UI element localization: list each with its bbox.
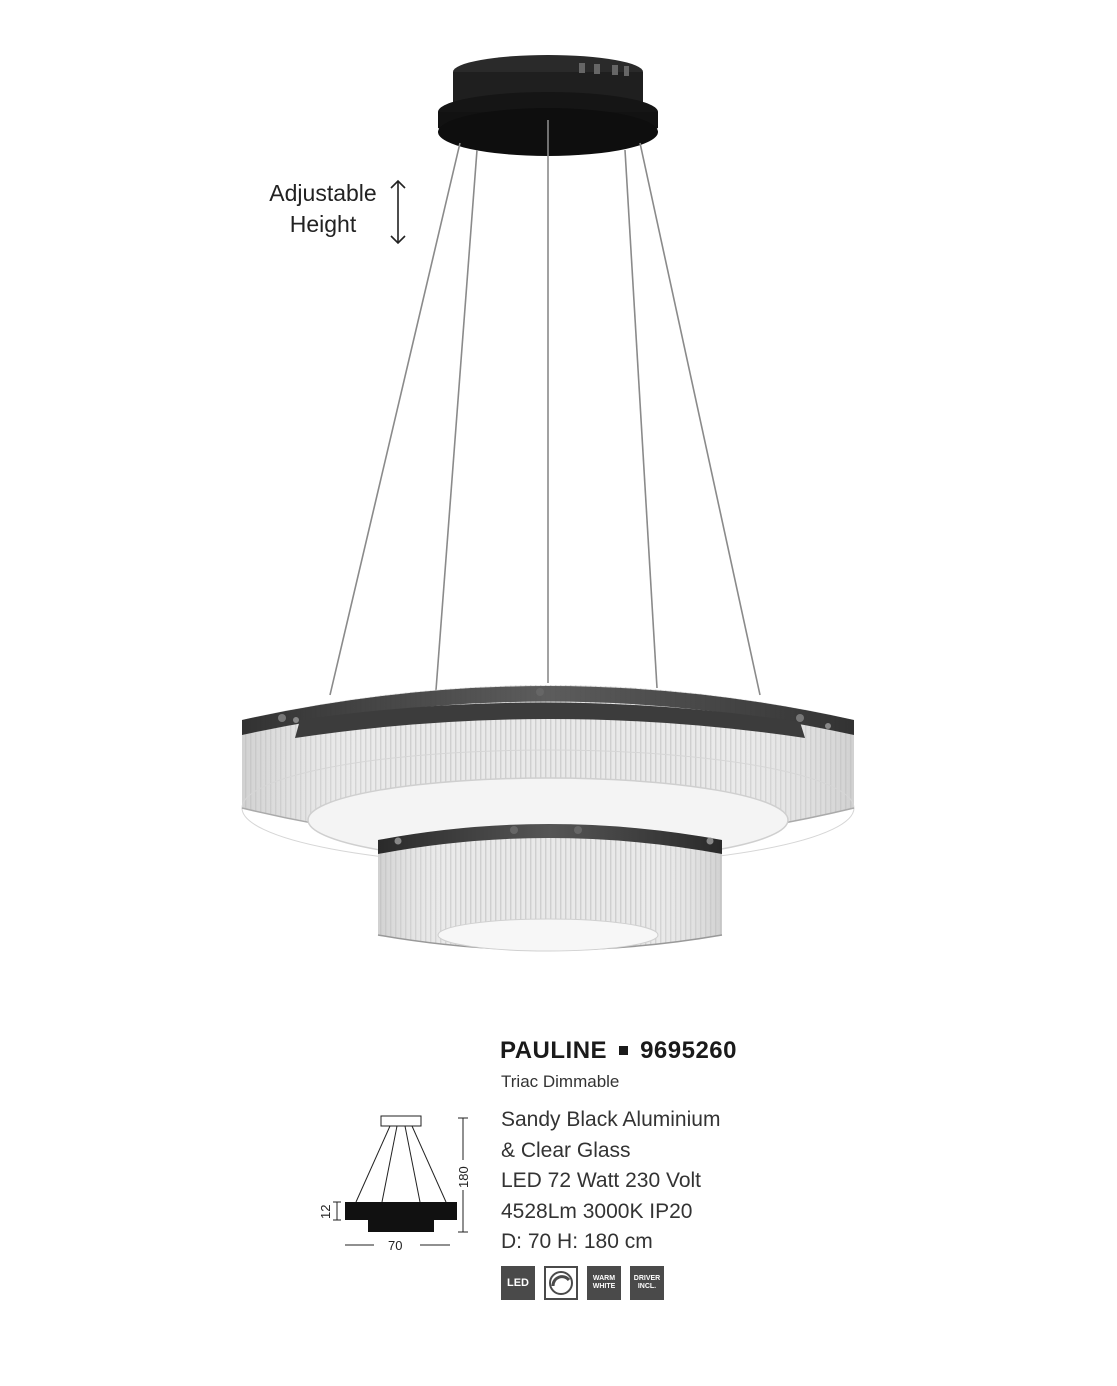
product-specs (501, 1105, 720, 1258)
spec-material-1: Sandy Black Aluminium (501, 1108, 721, 1131)
led-badge: LED (501, 1266, 535, 1300)
bullet-separator (619, 1046, 628, 1055)
spec-material-2: & Clear Glass (501, 1138, 631, 1162)
lower-ring (378, 824, 722, 951)
adjustable-label-line1: Adjustable (269, 180, 377, 206)
product-name: PAULINE (500, 1037, 608, 1064)
dimmer-icon (544, 1266, 578, 1300)
height-dimension-label: 180 (456, 1166, 471, 1188)
adjustable-label-line2: Height (289, 211, 357, 237)
driver-included-badge: DRIVER INCL. (630, 1266, 664, 1300)
dimension-diagram (310, 1110, 490, 1260)
adjustable-height-label (258, 178, 388, 240)
width-dimension-label: 70 (388, 1238, 403, 1253)
warm-white-badge: WARM WHITE (587, 1266, 621, 1300)
product-title (500, 1037, 737, 1065)
spec-power: LED 72 Watt 230 Volt (501, 1169, 702, 1192)
product-code: 9695260 (640, 1037, 737, 1064)
product-subtitle: Triac Dimmable (501, 1072, 620, 1091)
feature-badges (501, 1266, 664, 1300)
double-arrow-icon (386, 178, 410, 248)
spec-dimensions: D: 70 H: 180 cm (501, 1230, 653, 1253)
ring-height-dimension-label: 12 (318, 1204, 333, 1219)
spec-lumen: 4528Lm 3000K IP20 (501, 1199, 693, 1223)
